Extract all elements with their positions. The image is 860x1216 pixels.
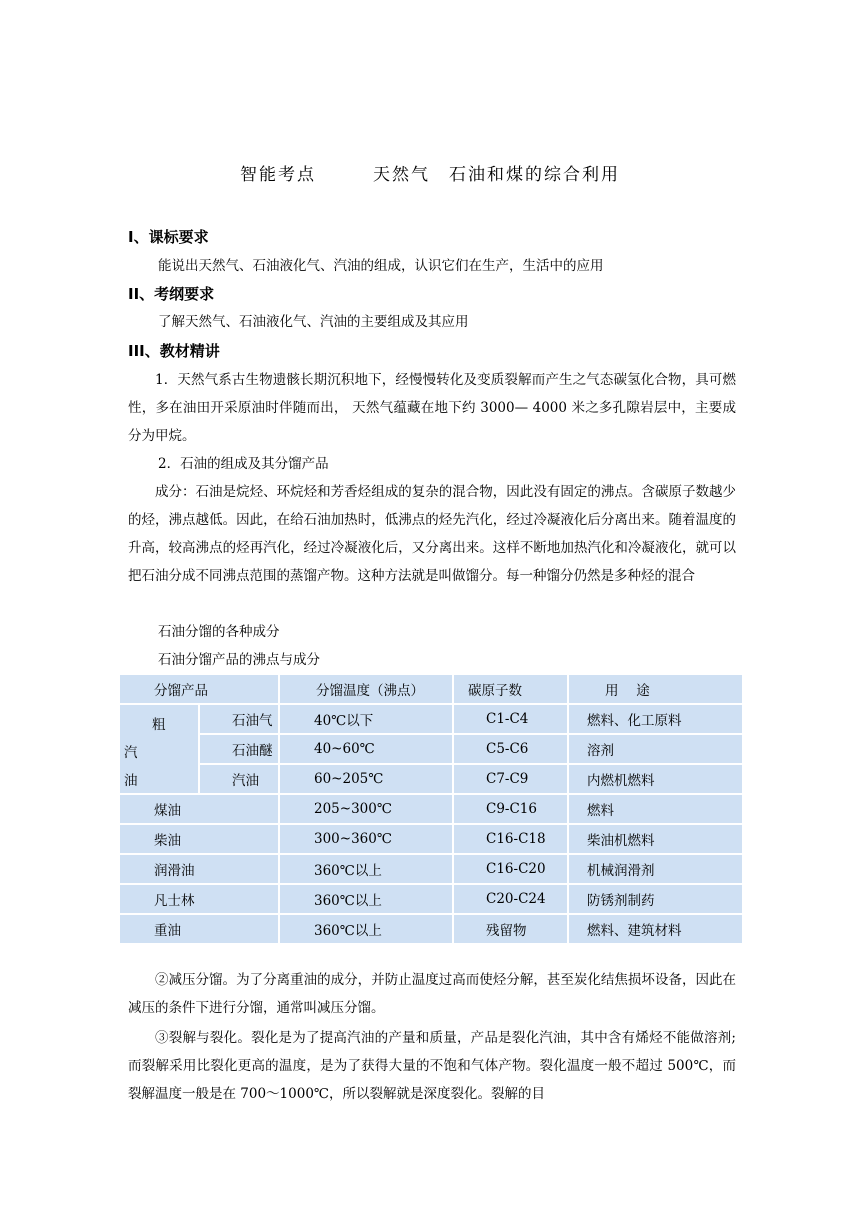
crude-gasoline-cell: [119, 704, 199, 794]
temperature-cell: 360℃以上: [279, 884, 453, 914]
product-name-cell: 柴油: [119, 824, 279, 854]
carbon-cell: C5-C6: [453, 734, 568, 764]
section-heading-curriculum: I、课标要求: [128, 228, 209, 246]
temperature-cell: 360℃以上: [279, 854, 453, 884]
temperature-cell: 40~60℃: [279, 734, 453, 764]
paragraph-petroleum-heading: 2．石油的组成及其分馏产品: [158, 456, 329, 472]
table-caption: 石油分馏产品的沸点与成分: [158, 652, 320, 668]
crude-char-3: 油: [124, 773, 138, 789]
table-row: [119, 854, 743, 884]
use-cell: 燃料: [568, 794, 743, 824]
table-row: [119, 704, 743, 734]
table-header-row: [119, 674, 743, 704]
paragraph-fraction-components: 石油分馏的各种成分: [158, 624, 280, 640]
table-row: [119, 824, 743, 854]
product-name-cell: 煤油: [119, 794, 279, 824]
product-name-cell: 润滑油: [119, 854, 279, 884]
use-cell: 内燃机燃料: [568, 764, 743, 794]
table-row: [119, 764, 743, 794]
use-cell: 柴油机燃料: [568, 824, 743, 854]
use-cell: 机械润滑剂: [568, 854, 743, 884]
product-name-cell: 凡士林: [119, 884, 279, 914]
carbon-cell: C20-C24: [453, 884, 568, 914]
product-name-cell: 重油: [119, 914, 279, 944]
table-row: [119, 734, 743, 764]
table-row: [119, 884, 743, 914]
crude-char-2: 汽: [124, 745, 138, 761]
temperature-cell: 40℃以下: [279, 704, 453, 734]
carbon-cell: C16-C20: [453, 854, 568, 884]
page-title: 智能考点 天然气 石油和煤的综合利用: [240, 165, 620, 185]
temperature-cell: 205~300℃: [279, 794, 453, 824]
curriculum-text: 能说出天然气、石油液化气、汽油的组成，认识它们在生产，生活中的应用: [158, 258, 604, 274]
temperature-cell: 360℃以上: [279, 914, 453, 944]
use-cell: 防锈剂制药: [568, 884, 743, 914]
carbon-cell: C1-C4: [453, 704, 568, 734]
use-cell: 溶剂: [568, 734, 743, 764]
section-heading-syllabus: II、考纲要求: [128, 285, 215, 303]
header-carbon: 碳原子数: [453, 674, 568, 704]
header-use: 用 途: [568, 674, 743, 704]
paragraph-natural-gas: 1．天然气系古生物遗骸长期沉积地下，经慢慢转化及变质裂解而产生之气态碳氢化合物，具可燃性，多在油田开采原油时伴随而出， 天然气蕴藏在地下约 3000— 4000 米之多孔隙岩层中，主要成分为甲烷。: [128, 372, 736, 444]
section-heading-textbook: III、教材精讲: [128, 342, 220, 360]
table-row: [119, 794, 743, 824]
carbon-cell: C16-C18: [453, 824, 568, 854]
sub-product-cell: 汽油: [199, 764, 279, 794]
sub-product-cell: 石油气: [199, 704, 279, 734]
use-cell: 燃料、建筑材料: [568, 914, 743, 944]
temperature-cell: 60~205℃: [279, 764, 453, 794]
crude-char-1: 粗: [152, 717, 166, 733]
carbon-cell: C9-C16: [453, 794, 568, 824]
header-product: 分馏产品: [119, 674, 279, 704]
temperature-cell: 300~360℃: [279, 824, 453, 854]
carbon-cell: C7-C9: [453, 764, 568, 794]
distillation-table: [118, 673, 744, 945]
paragraph-cracking: ③裂解与裂化。裂化是为了提高汽油的产量和质量，产品是裂化汽油，其中含有烯烃不能做溶剂;而裂解采用比裂化更高的温度，是为了获得大量的不饱和气体产物。裂化温度一般不超过 500℃，而裂解温度一般是在 700～1000℃，所以裂解就是深度裂化。裂解的目: [128, 1030, 736, 1102]
carbon-cell: 残留物: [453, 914, 568, 944]
paragraph-vacuum-distillation: ②减压分馏。为了分离重油的成分，并防止温度过高而使烃分解，甚至炭化结焦损坏设备，因此在减压的条件下进行分馏，通常叫减压分馏。: [128, 972, 736, 1016]
paragraph-petroleum-composition: 成分：石油是烷烃、环烷烃和芳香烃组成的复杂的混合物，因此没有固定的沸点。含碳原子数越少的烃，沸点越低。因此，在给石油加热时，低沸点的烃先汽化，经过冷凝液化后分离出来。随着温度的升高，较高沸点的烃再汽化，经过冷凝液化后，又分离出来。这样不断地加热汽化和冷凝液化，就可以把石油分成不同沸点范围的蒸馏产物。这种方法就是叫做馏分。每一种馏分仍然是多种烃的混合: [128, 484, 736, 584]
header-temperature: 分馏温度（沸点）: [279, 674, 453, 704]
table-row: [119, 914, 743, 944]
sub-product-cell: 石油醚: [199, 734, 279, 764]
use-cell: 燃料、化工原料: [568, 704, 743, 734]
syllabus-text: 了解天然气、石油液化气、汽油的主要组成及其应用: [158, 314, 469, 330]
